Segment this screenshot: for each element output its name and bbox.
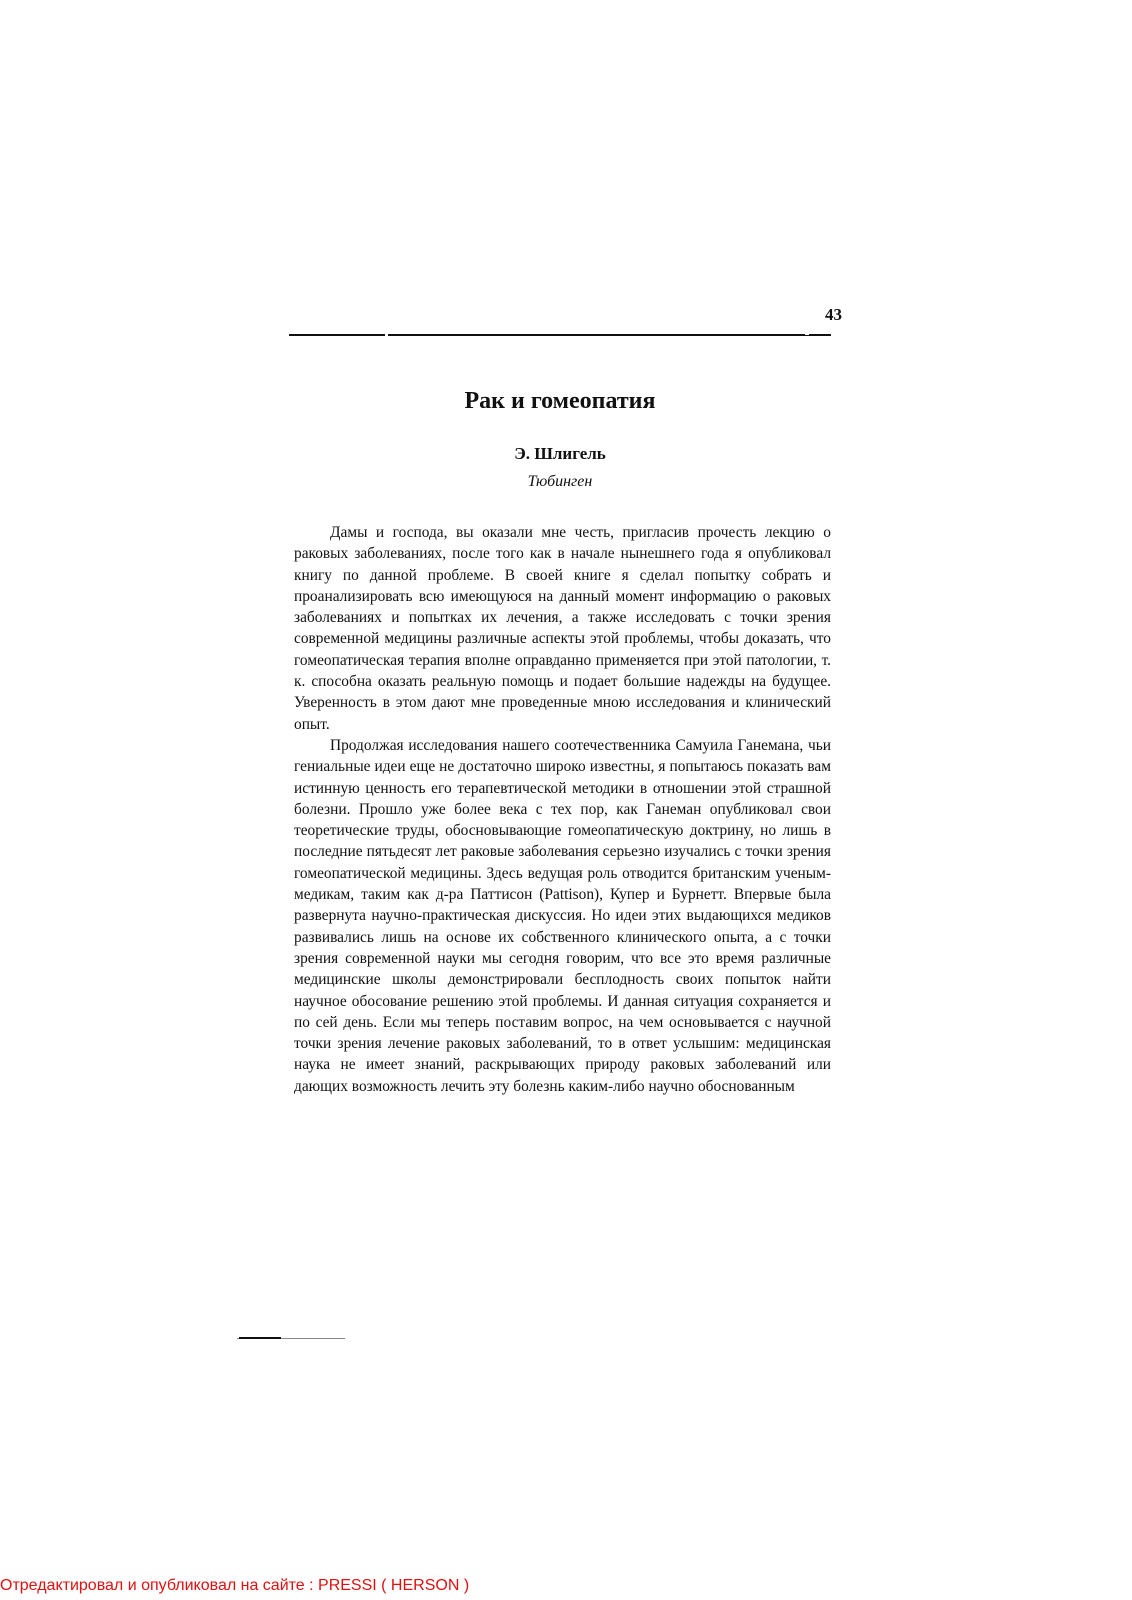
article-body — [294, 522, 831, 1097]
paragraph-2: Продолжая исследования нашего соотечественника Самуила Ганемана, чьи гениальные идеи еще не достаточно широко известны, я попытаюсь показать вам истинную ценность его терапевтической методики в отношении этой страшной болезни. Прошло уже более века с тех пор, как Ганеман опубликовал свои теоретические труды, обосновывающие гомеопатическую доктрину, но лишь в последние пятьдесят лет раковые заболевания серьезно изучались с точки зрения гомеопатической медицины. Здесь ведущая роль отводится британским ученым-медикам, таким как д-ра Паттисон (Pattison), Купер и Бурнетт. Впервые была развернута научно-практическая дискуссия. Но идеи этих выдающихся медиков развивались лишь на основе их собственного клинического опыта, а с точки зрения современной науки мы сегодня говорим, что все это время различные медицинские школы демонстрировали бесплодность своих попыток найти научное обосование решению этой проблемы. И данная ситуация сохраняется и по сей день. Если мы теперь поставим вопрос, на чем основывается с научной точки зрения лечение раковых заболеваний, то в ответ услышим: медицинская наука не имеет знаний, раскрывающих природу раковых заболеваний или дающих возможность лечить эту болезнь каким-либо научно обоснованным — [294, 736, 831, 1095]
page-number: 43 — [825, 305, 842, 324]
header-rule-gap — [805, 332, 809, 335]
author-city: Тюбинген — [527, 473, 593, 490]
paragraph-1: Дамы и господа, вы оказали мне честь, пригласив прочесть лекцию о раковых заболеваниях, после того как в начале нынешнего года я опубликовал книгу по данной проблеме. В своей книге я сделал попытку собрать и проанализировать всю имеющуюся на данный момент информацию о раковых заболеваниях и попытках их лечения, а также исследовать с точки зрения современной медицины различные аспекты этой проблемы, чтобы доказать, что гомеопатическая терапия вполне оправданно применяется при этой патологии, т. к. способна оказать реальную помощь и подает большие надежды на будущее. Уверенность в этом дают мне проведенные мною исследования и клинический опыт. — [294, 524, 831, 733]
article-title: Рак и гомеопатия — [464, 388, 656, 414]
site-credit: Отредактировал и опубликовал на сайте : PRESSI ( HERSON ) — [0, 1577, 470, 1594]
footnote-rule — [237, 1338, 345, 1339]
header-rule — [289, 334, 831, 336]
author-name: Э. Шлигель — [514, 444, 606, 463]
